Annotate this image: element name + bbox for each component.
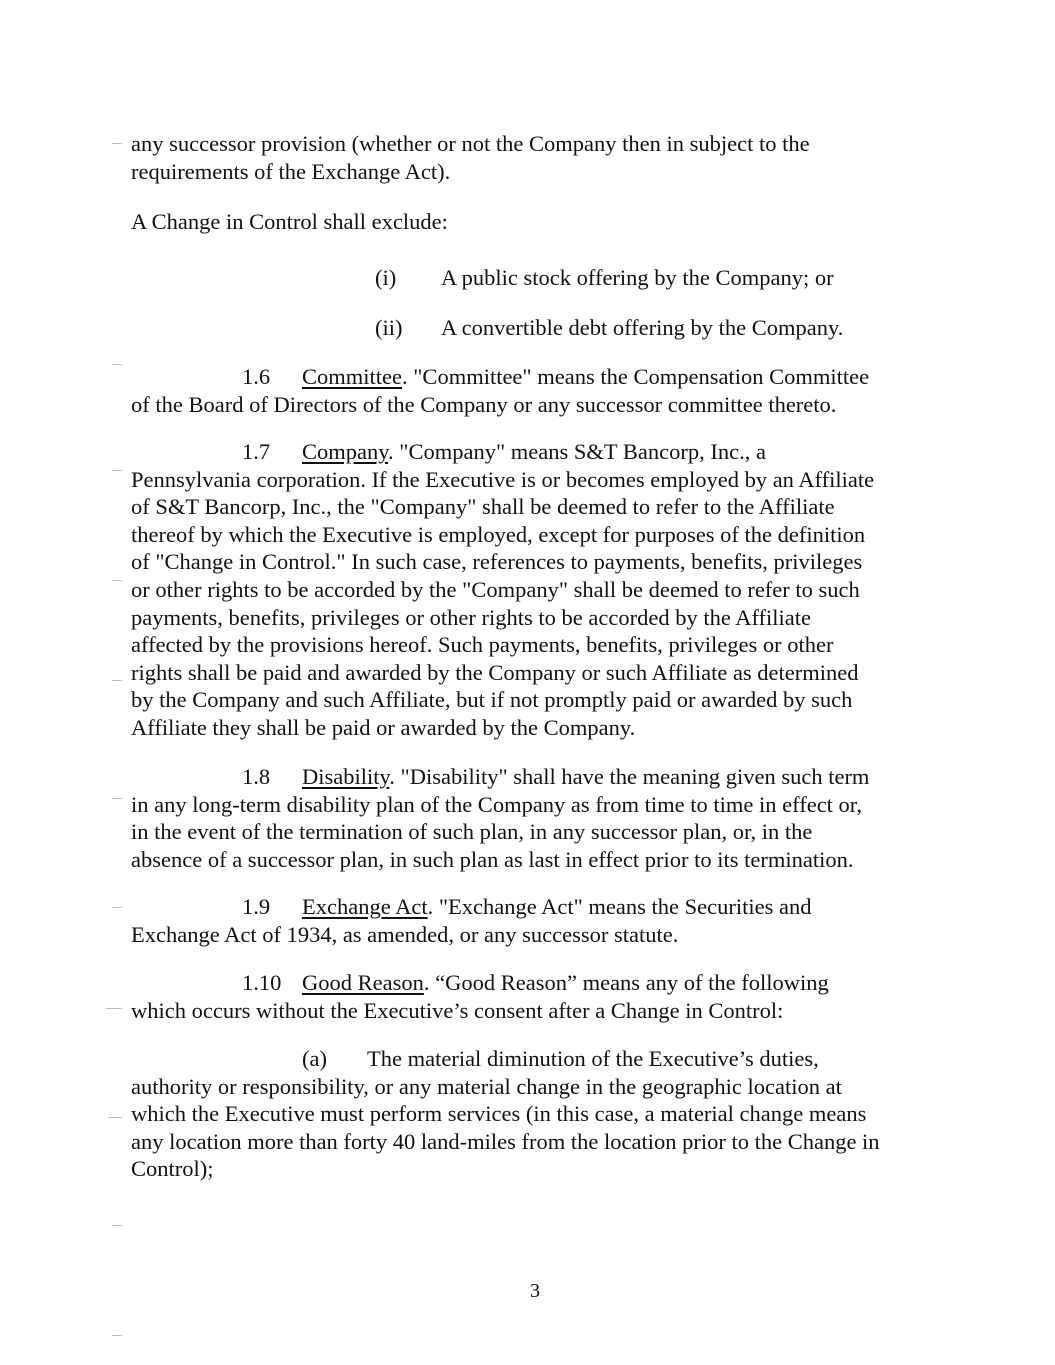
scan-margin-mark <box>112 907 122 908</box>
text-line: affected by the provisions hereof. Such payments, benefits, privileges or other <box>131 632 834 658</box>
text-line: Exchange Act of 1934, as amended, or any successor statute. <box>131 921 679 947</box>
text-line: requirements of the Exchange Act). <box>131 158 451 184</box>
section-1-10-a <box>131 1045 943 1183</box>
continuation-paragraph <box>131 130 943 185</box>
text-line: authority or responsibility, or any material change in the geographic location at <box>131 1073 842 1099</box>
scan-margin-mark <box>112 364 122 365</box>
exclusion-number: (i) <box>375 265 397 290</box>
section-1-10 <box>131 969 943 1024</box>
text-line: Control); <box>131 1156 214 1182</box>
defined-term: Good Reason <box>302 970 424 995</box>
scan-margin-mark <box>112 1335 122 1336</box>
section-first-line: The material diminution of the Executive’s duties, <box>367 1046 819 1071</box>
text-line: payments, benefits, privileges or other rights to be accorded by the Affiliate <box>131 604 812 630</box>
section-first-line: . "Exchange Act" means the Securities and <box>427 894 812 919</box>
text-line: in the event of the termination of such plan, in any successor plan, or, in the <box>131 819 813 845</box>
scan-margin-mark <box>106 1008 122 1009</box>
section-first-line: . "Company" means S&T Bancorp, Inc., a <box>388 439 766 464</box>
defined-term: Company <box>302 439 389 464</box>
section-number: 1.8 <box>242 764 271 789</box>
scan-margin-mark <box>108 1117 122 1118</box>
text-line: any location more than forty 40 land-miles from the location prior to the Change in <box>131 1128 880 1154</box>
text-line: which occurs without the Executive’s consent after a Change in Control: <box>131 997 784 1023</box>
section-1-8 <box>131 763 943 873</box>
section-first-line: . "Committee" means the Compensation Committee <box>402 364 870 389</box>
defined-term: Committee <box>302 364 402 389</box>
text-line: in any long-term disability plan of the Company as from time to time in effect or, <box>131 791 863 817</box>
section-1-7 <box>131 438 943 742</box>
page-number: 3 <box>530 1280 540 1302</box>
section-first-line: . “Good Reason” means any of the following <box>423 970 829 995</box>
section-1-9 <box>131 893 943 948</box>
text-line: of S&T Bancorp, Inc., the "Company" shall be deemed to refer to the Affiliate <box>131 494 835 520</box>
exclusion-text: A convertible debt offering by the Company. <box>441 315 844 340</box>
exclusion-text: A public stock offering by the Company; or <box>441 265 834 290</box>
text-line: of the Board of Directors of the Company or any successor committee thereto. <box>131 391 837 417</box>
section-1-6 <box>131 363 943 418</box>
scan-margin-mark <box>112 143 122 144</box>
scan-margin-mark <box>112 470 122 471</box>
text-line: rights shall be paid and awarded by the Company or such Affiliate as determined <box>131 659 859 685</box>
text-line: by the Company and such Affiliate, but if not promptly paid or awarded by such <box>131 687 853 713</box>
subsection-number: (a) <box>302 1046 327 1071</box>
text-line: Affiliate they shall be paid or awarded by the Company. <box>131 714 636 740</box>
scan-margin-mark <box>112 1225 122 1226</box>
scan-margin-mark <box>112 798 122 799</box>
text-line: Pennsylvania corporation. If the Executive is or becomes employed by an Affiliate <box>131 466 875 492</box>
exclusion-number: (ii) <box>375 315 403 340</box>
section-number: 1.9 <box>242 894 271 919</box>
text-line: thereof by which the Executive is employed, except for purposes of the definition <box>131 521 866 547</box>
exclusion-intro: A Change in Control shall exclude: <box>131 209 448 234</box>
text-line: of "Change in Control." In such case, references to payments, benefits, privileges <box>131 549 863 575</box>
scan-margin-mark <box>112 680 122 681</box>
section-first-line: . "Disability" shall have the meaning given such term <box>389 764 870 789</box>
text-line: which the Executive must perform services (in this case, a material change means <box>131 1101 867 1127</box>
scan-margin-mark <box>112 580 122 581</box>
section-number: 1.10 <box>242 970 282 995</box>
section-number: 1.7 <box>242 439 271 464</box>
defined-term: Exchange Act <box>302 894 428 919</box>
text-line: or other rights to be accorded by the "Company" shall be deemed to refer to such <box>131 576 860 602</box>
text-line: absence of a successor plan, in such plan as last in effect prior to its termination. <box>131 846 854 872</box>
section-number: 1.6 <box>242 364 271 389</box>
defined-term: Disability <box>302 764 390 789</box>
text-line: any successor provision (whether or not the Company then in subject to the <box>131 131 810 156</box>
